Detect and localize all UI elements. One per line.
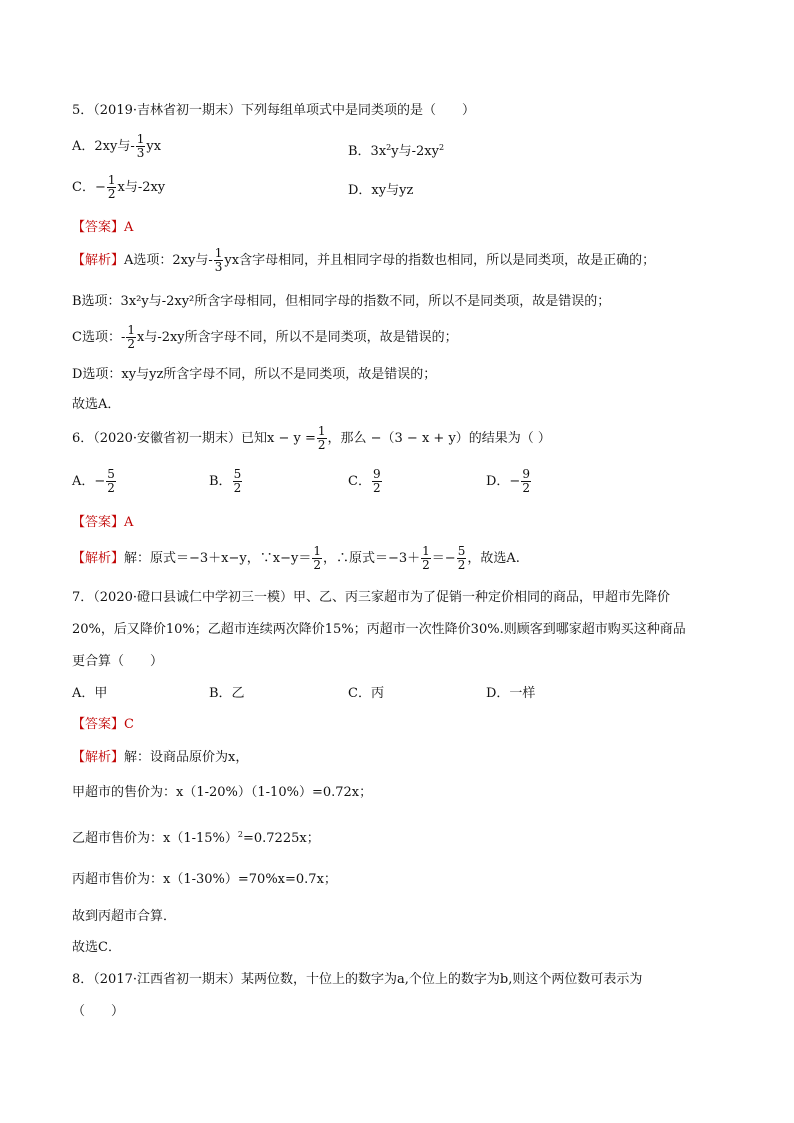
q8-stem-line1: 8．（2017·江西省初一期末）某两位数，十位上的数字为a,个位上的数字为b,则这个两位数可表示为 — [72, 972, 643, 987]
q5-option-b: B．$3x^2y$与$-2xy^2$ — [348, 143, 445, 159]
q5-option-d: D．xy与yz — [348, 183, 414, 198]
fraction: $\frac{5}{2}$ — [457, 544, 466, 572]
q7-explanation-bing: 丙超市售价为：x（1-30%）=70%x=0.7x； — [72, 872, 337, 887]
q7-option-b: B．乙 — [209, 686, 245, 701]
q7-explanation-result: 故到丙超市合算． — [72, 909, 177, 924]
fraction: $\frac{1}{3}$ — [214, 246, 223, 274]
q5-answer: 【答案】A — [72, 220, 134, 235]
q7-stem-line3: 更合算（ ） — [72, 654, 164, 669]
q7-stem-line2: 20%，后又降价10%；乙超市连续两次降价15%；丙超市一次性降价30%.则顾客到哪家超市购买这种商品 — [72, 622, 686, 637]
q7-option-a: A．甲 — [72, 686, 108, 701]
fraction: $\frac{1}{2}$ — [127, 323, 135, 351]
q6-option-c: C． $\frac{9}{2}$ — [348, 467, 381, 495]
q5-explanation-d: D选项：xy与yz所含字母不同，所以不是同类项，故是错误的； — [72, 367, 437, 382]
q6-option-a: A．− $\frac{5}{2}$ — [72, 467, 115, 495]
q8-stem-line2: （ ） — [72, 1004, 125, 1019]
q5-explanation-c: C选项：- $\frac{1}{2}$ x与-2xy所含字母不同，所以不是同类项，故是错误的； — [72, 323, 458, 351]
q5-stem: 5．（2019·吉林省初一期末）下列每组单项式中是同类项的是（ ） — [72, 103, 475, 118]
fraction: $\frac{1}{3}$ — [136, 132, 145, 160]
fraction: $\frac{5}{2}$ — [107, 467, 115, 495]
q6-stem: 6．（2020·安徽省初一期末）已知x − y = $\frac{1}{2}$ ，那么 −（3 − x + y）的结果为（ ） — [72, 424, 551, 452]
page-header-area — [0, 0, 794, 60]
q5-conclusion: 故选A． — [72, 397, 121, 412]
fraction: $\frac{1}{2}$ — [317, 424, 326, 452]
q7-explanation-jia: 甲超市的售价为：x（1-20%）（1-10%）=0.72x； — [72, 785, 373, 800]
q7-stem-line1: 7．（2020·磴口县诚仁中学初三一模）甲、乙、丙三家超市为了促销一种定价相同的商品，甲超市先降价 — [72, 590, 670, 605]
fraction: $\frac{1}{2}$ — [313, 544, 321, 572]
fraction: $\frac{9}{2}$ — [522, 467, 530, 495]
fraction: $\frac{5}{2}$ — [233, 467, 242, 495]
q7-explanation-intro: 【解析】解：设商品原价为x， — [72, 750, 249, 765]
q7-option-c: C．丙 — [348, 686, 384, 701]
q7-conclusion: 故选C． — [72, 940, 121, 955]
q7-answer: 【答案】C — [72, 717, 134, 732]
fraction: $\frac{1}{2}$ — [107, 173, 116, 201]
q6-answer: 【答案】A — [72, 515, 134, 530]
q5-explanation-a: 【解析】A选项：2xy与- $\frac{1}{3}$ yx含字母相同，并且相同字母的指数也相同，所以是同类项，故是正确的； — [72, 246, 656, 274]
fraction: $\frac{9}{2}$ — [372, 467, 381, 495]
q5-option-a: A．2xy与- $\frac{1}{3}$ yx — [72, 132, 162, 160]
q7-explanation-yi: 乙超市售价为：$x(1-15\%)^2=0.7225x$； — [72, 830, 320, 846]
q5-explanation-b: B选项：3x²y与-2xy²所含字母相同，但相同字母的指数不同，所以不是同类项，故是错误的； — [72, 294, 611, 309]
q6-option-d: D．− $\frac{9}{2}$ — [486, 467, 530, 495]
q6-explanation: 【解析】解：原式＝−3＋x−y，∵x−y＝ $\frac{1}{2}$ ，∴原式＝−3＋ $\frac{1}{2}$ ＝− $\frac{5}{2}$ ，故选A. — [72, 544, 520, 572]
q5-option-c: C．− $\frac{1}{2}$ x与-2xy — [72, 173, 166, 201]
q6-option-b: B． $\frac{5}{2}$ — [209, 467, 242, 495]
fraction: $\frac{1}{2}$ — [422, 544, 430, 572]
q7-option-d: D．一样 — [486, 686, 536, 701]
